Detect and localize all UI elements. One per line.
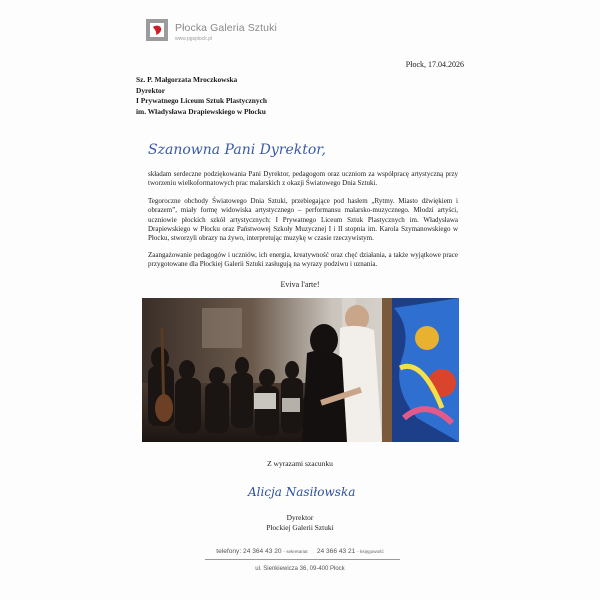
phones-prefix: telefony: xyxy=(216,548,242,555)
addressee-block xyxy=(136,75,267,117)
closing-phrase: Z wyrazami szacunku xyxy=(267,459,333,468)
letterhead-logo xyxy=(145,18,295,48)
footer-address: ul. Sienkiewicza 36, 09-400 Płock xyxy=(255,566,345,572)
body-paragraph-2: Tegoroczne obchody Światowego Dnia Sztuki, przebiegające pod hasłem „Rytmy. Miasto dźwiękiem i obrazem”, miały formę widowiska artystycznego – performansu malarsko-muzycznego. Młodzi artyści, uczniowie płockich szkół artystycznych: I Prywatnego Liceum Sztuk Plastycznych im. Władysława Drapiewskiego w Płocku oraz Państwowej Szkoły Muzycznej I i II stopnia im. Karola Szymanowskiego w Płocku, stworzyli obrazy na żywo, interpretując muzykę w czasie rzeczywistym. xyxy=(148,197,458,243)
phone-accounting-label: - księgowość xyxy=(357,549,384,554)
event-photo xyxy=(142,298,459,442)
addressee-school: I Prywatnego Liceum Sztuk Plastycznych xyxy=(136,96,267,105)
body-paragraph-3: Zaangażowanie pedagogów i uczniów, ich energia, kreatywność oraz chęć działania, a także wyjątkowe prace przygotowane dla Płockiej Galerii Sztuki zasługują na wyrazy podziwu i uznania. xyxy=(148,251,458,269)
event-photo-image xyxy=(142,298,459,442)
signer-block xyxy=(0,513,600,532)
handwritten-signature xyxy=(238,470,368,510)
handwritten-greeting xyxy=(148,130,328,166)
signer-title: Dyrektor xyxy=(286,513,314,522)
addressee-title: Dyrektor xyxy=(136,85,166,95)
phone-secretariat-label: - sekretariat xyxy=(283,549,308,554)
footer-phones xyxy=(0,548,600,555)
signer-institution: Płockiej Galerii Sztuki xyxy=(266,522,334,532)
footer-divider xyxy=(205,559,400,560)
signature-text: Alicja Nasiłowska xyxy=(248,485,356,499)
body-paragraph-1: składam serdeczne podziękowania Pani Dyrektor, pedagogom oraz uczniom za współpracę artystyczną przy tworzeniu wielkoformatowych prac malarskich z okazji Światowego Dnia Sztuki. xyxy=(148,170,458,188)
motto: Eviva l'arte! xyxy=(280,280,320,289)
addressee-name: Sz. P. Małgorzata Mroczkowska xyxy=(136,75,238,84)
phone-accounting: 24 366 43 21 xyxy=(316,548,356,555)
place-and-date: Płock, 17.04.2026 xyxy=(405,60,464,69)
gallery-logo-icon xyxy=(145,18,169,42)
addressee-school-patron: im. Władysława Drapiewskiego w Płocku xyxy=(136,106,266,116)
letterhead-url: www.pgsplock.pl xyxy=(175,36,212,42)
phone-secretariat: 24 364 43 20 xyxy=(243,548,282,555)
letterhead-name: Płocka Galeria Sztuki xyxy=(175,22,277,34)
greeting-text: Szanowna Pani Dyrektor, xyxy=(148,142,326,158)
